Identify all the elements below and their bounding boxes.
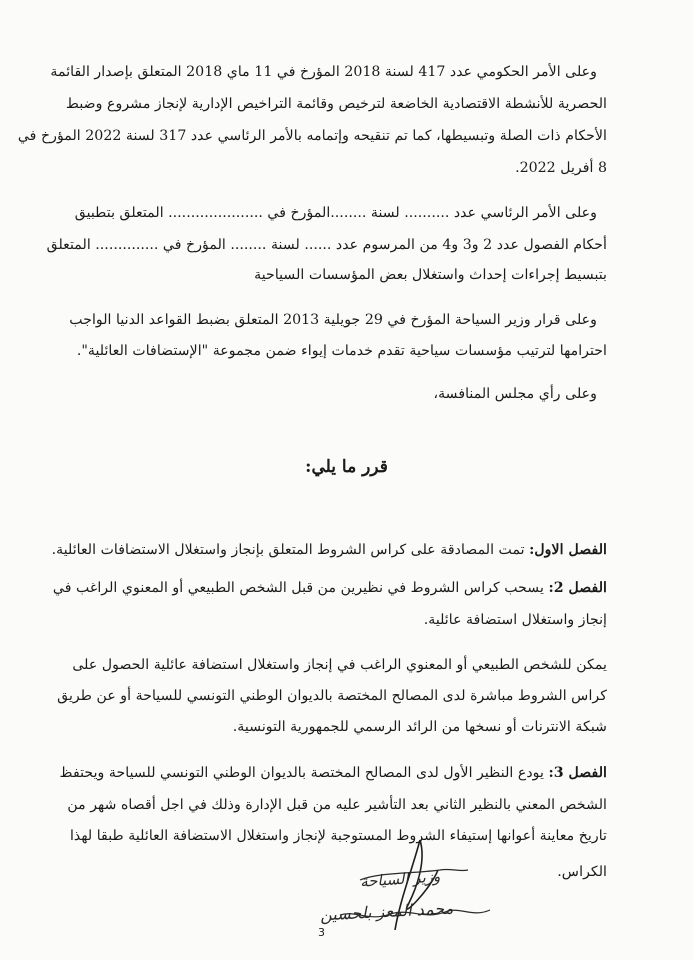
page-number: 3 (318, 926, 325, 939)
signature-title: وزير السياحة (359, 867, 441, 891)
article-3-line-2: الشخص المعني بالنظير الثاني بعد التأشير عليه من قبل الإدارة وذلك في اجل أقصاه شهر من (67, 797, 607, 813)
article-2-line-1 (52, 578, 607, 598)
article-1-text: تمت المصادقة على كراس الشروط المتعلق بإنجاز واستغلال الاستضافات العائلية. (51, 542, 530, 558)
paragraph-2-line-1: وعلى الأمر الرئاسي عدد .......... لسنة ........المؤرخ في ..................... المتعلق بتطبيق (74, 205, 597, 221)
paragraph-3-line-2: احترامها لترتيب مؤسسات سياحية تقدم خدمات إيواء ضمن مجموعة "الإستضافات العائلية". (76, 343, 607, 359)
paragraph-2-line-2: أحكام الفصول عدد 2 و3 و4 من المرسوم عدد ...... لسنة ........ المؤرخ في .............. المتعلق (46, 237, 607, 253)
minister-signature (300, 830, 500, 940)
article-2-text: يسحب كراس الشروط في نظيرين من قبل الشخص الطبيعي أو المعنوي الراغب في (52, 580, 549, 596)
article-3-label: الفصل 3: (548, 765, 607, 781)
paragraph-4: وعلى رأي مجلس المنافسة، (433, 386, 597, 402)
paragraph-1-line-1: وعلى الأمر الحكومي عدد 417 لسنة 2018 المؤرخ في 11 ماي 2018 المتعلق بإصدار القائمة (50, 64, 597, 80)
article-2-line-2: إنجاز واستغلال استضافة عائلية. (423, 612, 607, 628)
article-2-label: الفصل 2: (548, 580, 607, 596)
article-3-text: يودع النظير الأول لدى المصالح المختصة بالديوان الوطني التونسي للسياحة ويحتفظ (59, 765, 549, 781)
article-3-line-1 (59, 763, 607, 783)
paragraph-5-line-2: كراس الشروط مباشرة لدى المصالح المختصة بالديوان الوطني التونسي للسياحة أو عن طريق (57, 688, 607, 704)
signature-name: محمد المعز بلحسين (319, 898, 454, 925)
paragraph-3-line-1: وعلى قرار وزير السياحة المؤرخ في 29 جويلية 2013 المتعلق بضبط القواعد الدنيا الواجب (69, 312, 597, 328)
paragraph-5-line-3: شبكة الانترنات أو نسخها من الرائد الرسمي للجمهورية التونسية. (232, 719, 607, 735)
paragraph-1-line-4: 8 أفريل 2022. (515, 160, 607, 176)
article-3-line-3: تاريخ معاينة أعوانها إستيفاء الشروط المستوجبة لإنجاز واستغلال الاستضافة العائلية طبقا لهذا (69, 828, 607, 844)
decision-heading: قرر ما يلي: (305, 457, 388, 477)
paragraph-5-line-1: يمكن للشخص الطبيعي أو المعنوي الراغب في إنجاز واستغلال استضافة عائلية الحصول على (72, 657, 607, 673)
article-1-label: الفصل الاول: (529, 542, 607, 558)
paragraph-1-line-2: الحصرية للأنشطة الاقتصادية الخاضعة لترخيص وقائمة التراخيص الإدارية لإنجاز مشروع وضبط (65, 96, 607, 112)
paragraph-1-line-3: الأحكام ذات الصلة وتبسيطها، كما تم تنقيحه وإتمامه بالأمر الرئاسي عدد 317 لسنة 2022 المؤرخ في (17, 128, 607, 144)
article-1 (51, 540, 607, 560)
article-3-line-4: الكراس. (557, 864, 607, 880)
paragraph-2-line-3: بتبسيط إجراءات إحداث واستغلال بعض المؤسسات السياحية (254, 267, 607, 283)
